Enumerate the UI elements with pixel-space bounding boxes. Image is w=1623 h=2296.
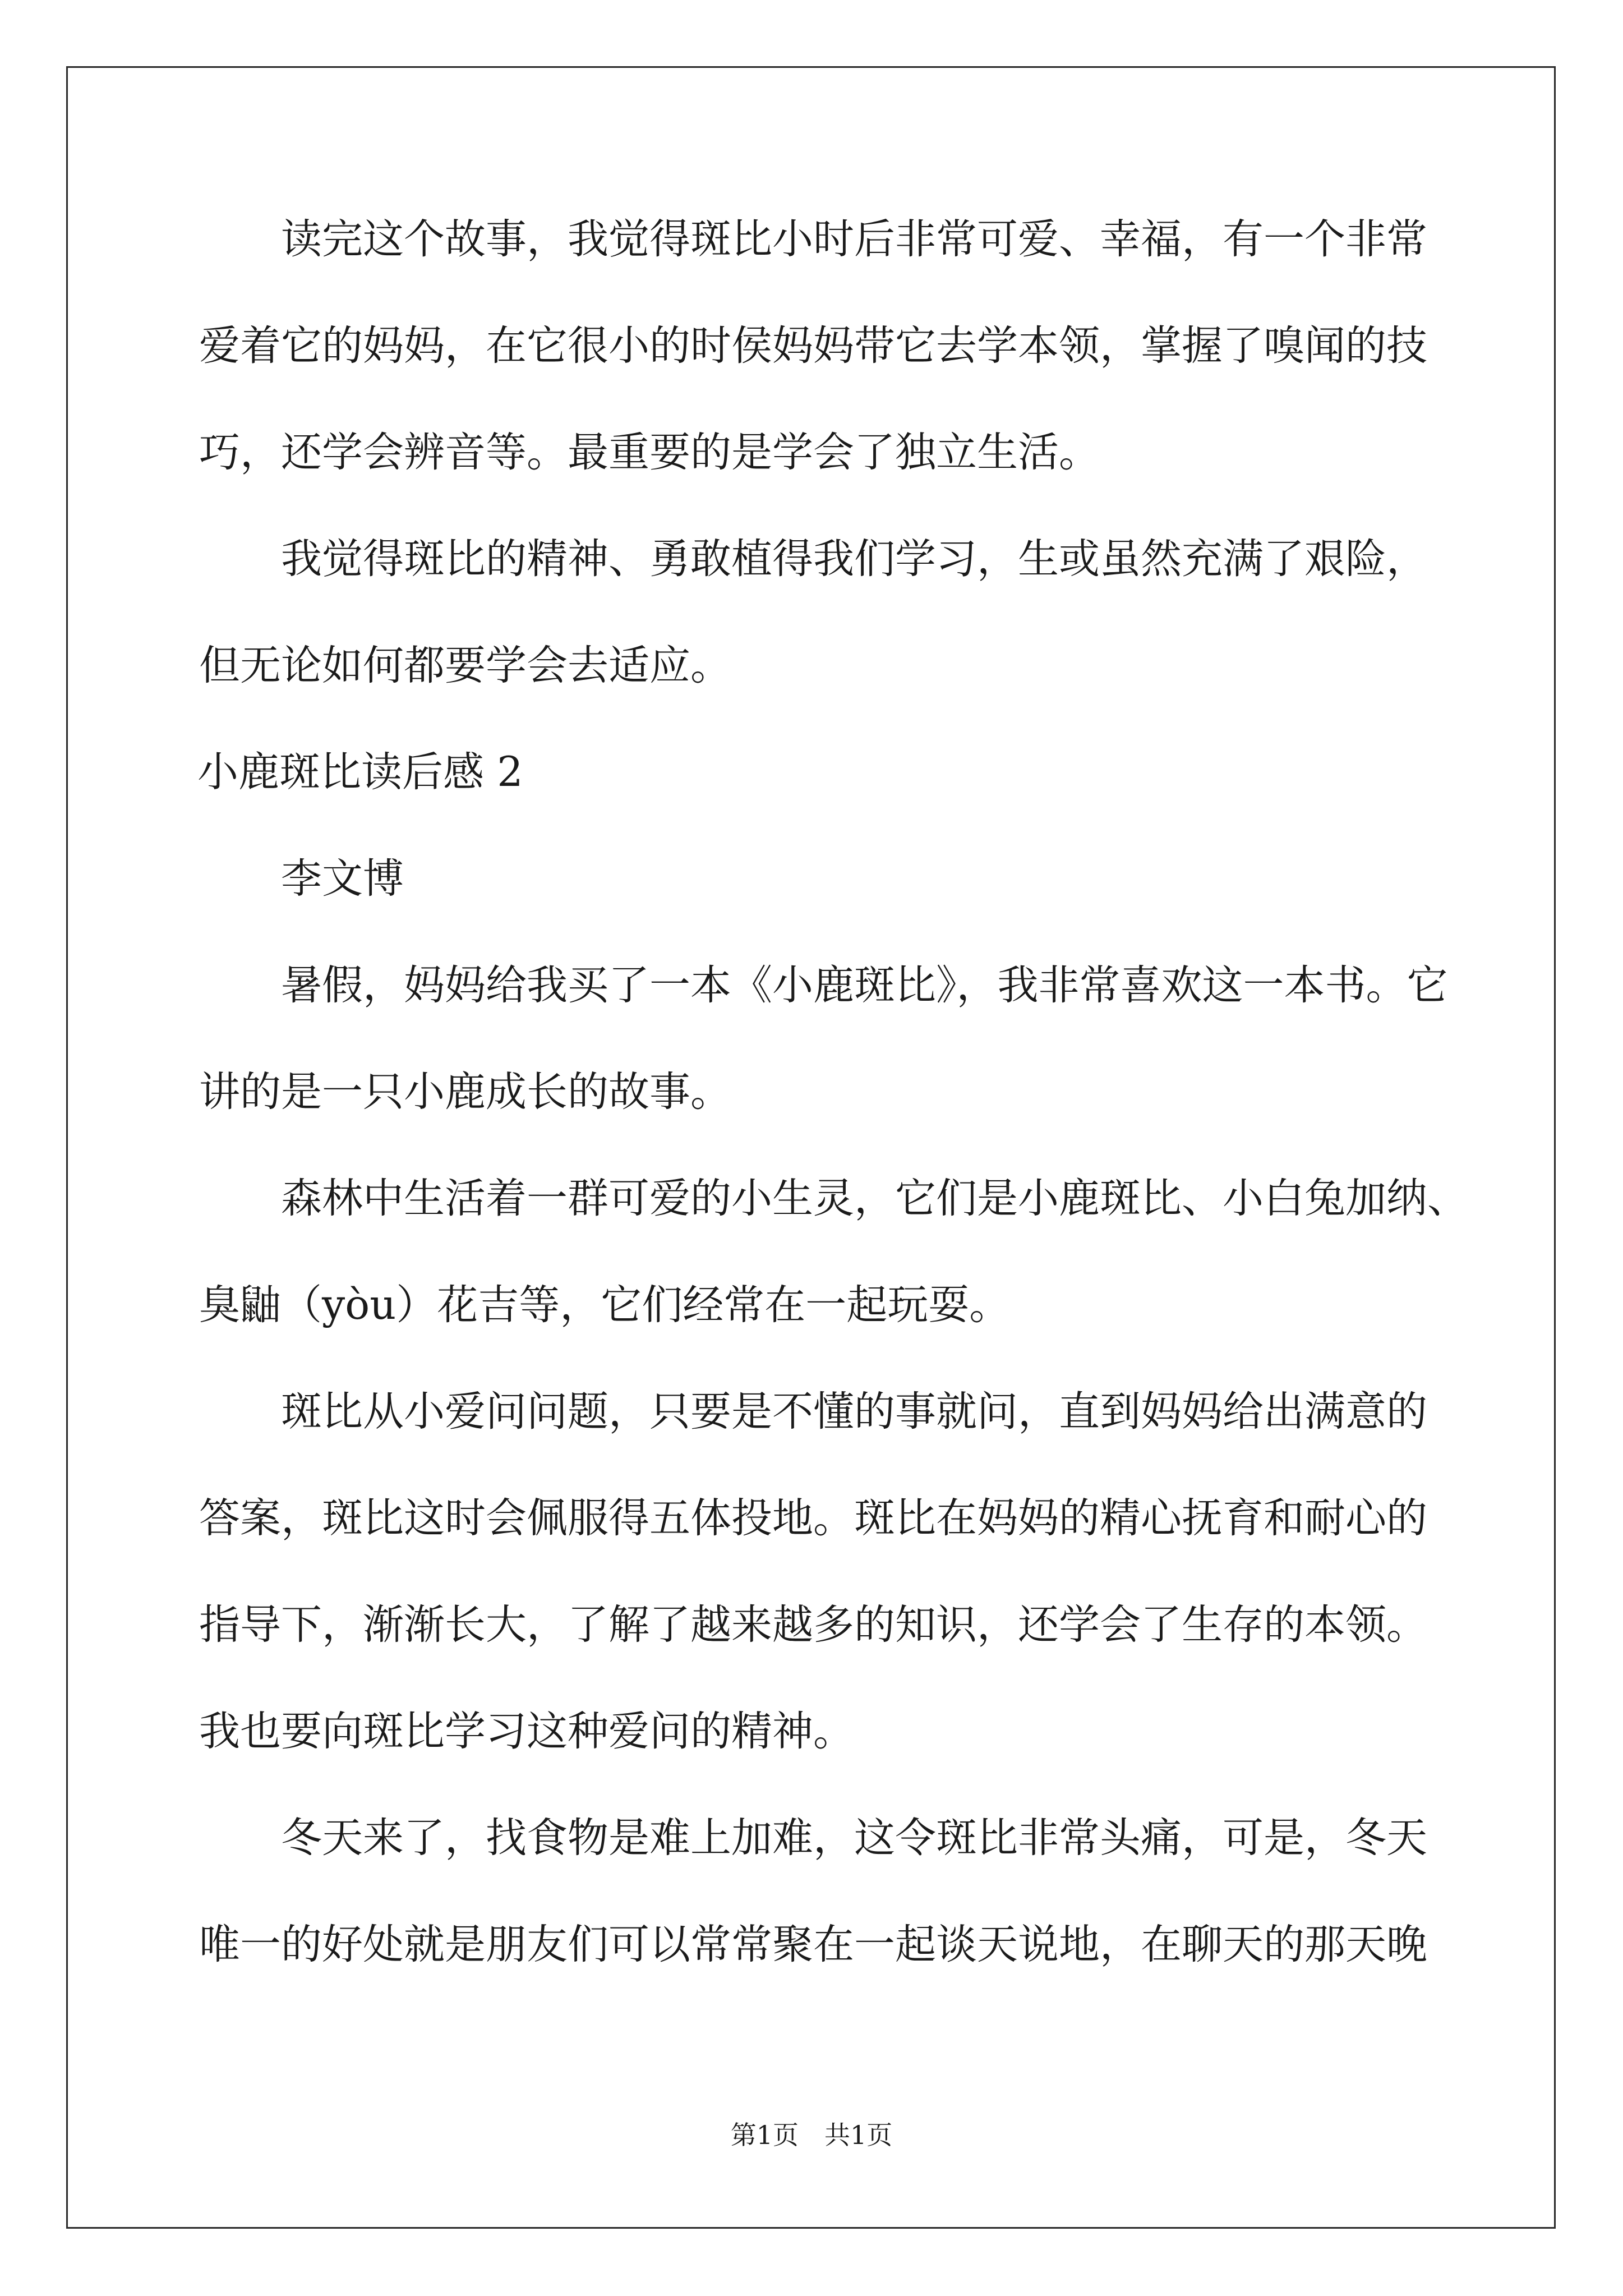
section-title: 小鹿斑比读后感 2 (197, 748, 523, 796)
text-line: 臭鼬（yòu）花吉等，它们经常在一起玩耍。 (199, 1281, 1011, 1329)
text-line: 答案，斑比这时会佩服得五体投地。斑比在妈妈的精心抚育和耐心的 (199, 1494, 1427, 1542)
text-line: 唯一的好处就是朋友们可以常常聚在一起谈天说地，在聊天的那天晚 (199, 1921, 1427, 1968)
text-line: 我也要向斑比学习这种爱问的精神。 (199, 1708, 854, 1755)
text-line: 暑假，妈妈给我买了一本《小鹿斑比》，我非常喜欢这一本书。它 (281, 961, 1448, 1009)
text-line: 指导下，渐渐长大，了解了越来越多的知识，还学会了生存的本领。 (199, 1601, 1427, 1649)
text-line: 冬天来了，找食物是难上加难，这令斑比非常头痛，可是，冬天 (281, 1814, 1427, 1862)
text-line: 森林中生活着一群可爱的小生灵，它们是小鹿斑比、小白兔加纳、 (281, 1175, 1468, 1222)
text-line: 我觉得斑比的精神、勇敢植得我们学习，生或虽然充满了艰险， (281, 535, 1427, 583)
text-line: 爱着它的妈妈，在它很小的时侯妈妈带它去学本领，掌握了嗅闻的技 (199, 322, 1427, 370)
document-body (197, 215, 1468, 2031)
page-total: 共1页 (824, 2120, 893, 2150)
text-line: 但无论如何都要学会去适应。 (199, 642, 731, 689)
page-number: 第1页 (730, 2120, 799, 2150)
text-line: 讲的是一只小鹿成长的故事。 (199, 1068, 731, 1116)
text-line: 斑比从小爱问问题，只要是不懂的事就问，直到妈妈给出满意的 (281, 1388, 1427, 1435)
author-name: 李文博 (281, 855, 404, 903)
page-footer (0, 2115, 1623, 2152)
text-line: 读完这个故事，我觉得斑比小时后非常可爱、幸福，有一个非常 (281, 215, 1427, 263)
text-line: 巧，还学会辨音等。最重要的是学会了独立生活。 (199, 429, 1100, 476)
